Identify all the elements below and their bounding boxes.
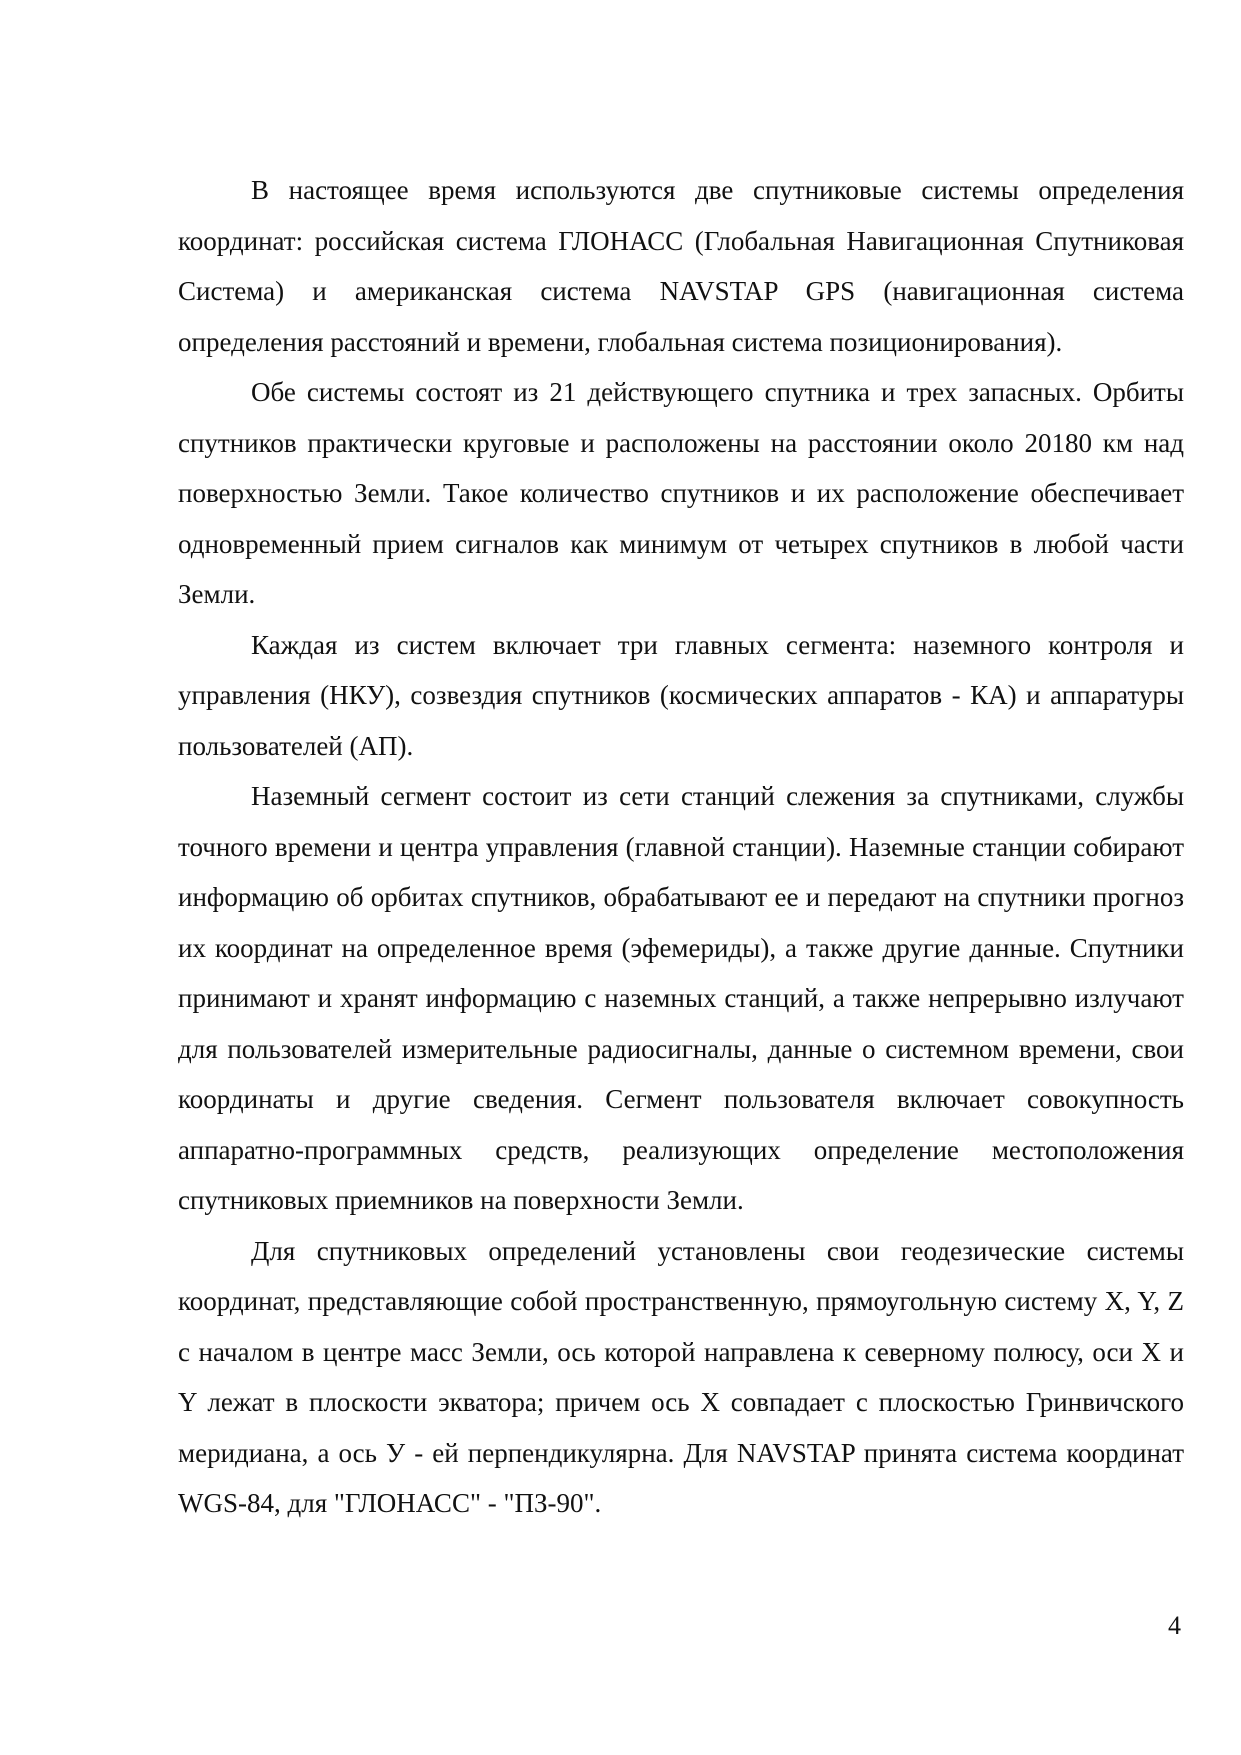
paragraph-5: Для спутниковых определений установлены свои геодезические системы координат, представляющие собой пространственную, прямоугольную систему X, Y, Z с началом в центре масс Земли, ось которой направлена к северному полюсу, оси X и Y лежат в плоскости экватора; причем ось X совпадает с плоскостью Гринвичского меридиана, а ось У - ей перпендикулярна. Для NAVSTAP принята система координат WGS-84, для "ГЛОНАСС" - "ПЗ-90". (178, 1235, 1184, 1518)
paragraph-4: Наземный сегмент состоит из сети станций слежения за спутниками, службы точного времени и центра управления (главной станции). Наземные станции собирают информацию об орбитах спутников, обрабатывают ее и передают на спутники прогноз их координат на определенное время (эфемериды), а также другие данные. Спутники принимают и хранят информацию с наземных станций, а также непрерывно излучают для пользователей измерительные радиосигналы, данные о системном времени, свои координаты и другие сведения. Сегмент пользователя включает совокупность аппаратно-программных средств, реализующих определение местоположения спутниковых приемников на поверхности Земли. (178, 781, 1184, 1215)
paragraph-2: Обе системы состоят из 21 действующего спутника и трех запасных. Орбиты спутников практически круговые и расположены на расстоянии около 20180 км над поверхностью Земли. Такое количество спутников и их расположение обеспечивает одновременный прием сигналов как минимум от четырех спутников в любой части Земли. (178, 377, 1184, 609)
paragraph-1: В настоящее время используются две спутниковые системы определения координат: российская система ГЛОНАСС (Глобальная Навигационная Спутниковая Система) и американская система NAVSTAP GPS (навигационная система определения расстояний и времени, глобальная система позиционирования). (178, 175, 1184, 357)
page-number: 4 (1168, 1611, 1181, 1640)
paragraph-3: Каждая из систем включает три главных сегмента: наземного контроля и управления (НКУ), созвездия спутников (космических аппаратов - КА) и аппаратуры пользователей (АП). (178, 629, 1184, 761)
body-text (178, 165, 1184, 1529)
